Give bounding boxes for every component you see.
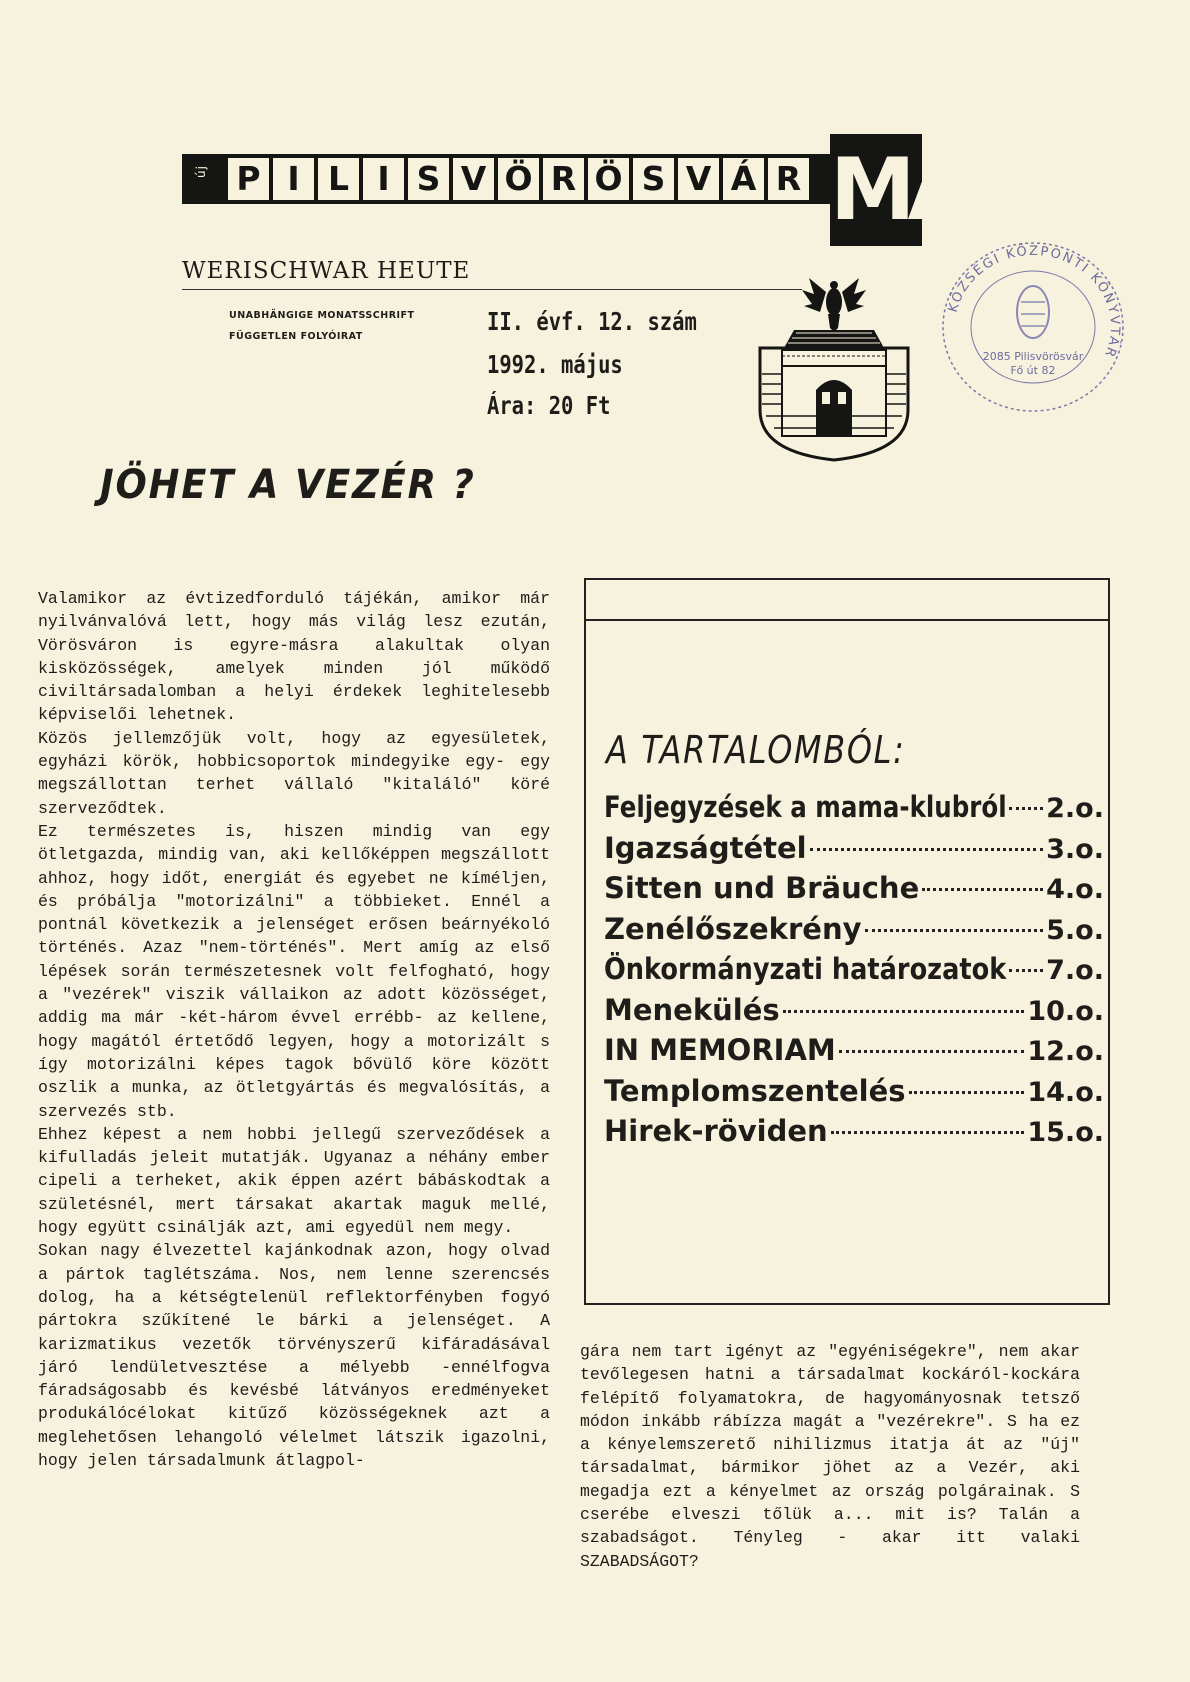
- toc-leader-dots: [909, 1091, 1025, 1094]
- toc-item: [604, 1114, 1104, 1155]
- toc-item-title: Hirek-röviden: [604, 1114, 828, 1148]
- library-stamp-icon: [933, 232, 1133, 422]
- issue-date: 1992. május: [487, 350, 623, 379]
- toc-item-title: Igazságtétel: [604, 830, 807, 865]
- toc-item-page: 7.o.: [1046, 955, 1104, 986]
- article-continuation: [580, 1340, 1080, 1573]
- toc-item: [604, 790, 1104, 831]
- tagline-hungarian: FÜGGETLEN FOLYÓIRAT: [229, 331, 363, 342]
- masthead-prefix: új: [194, 165, 208, 178]
- toc-item-title: Zenélőszekrény: [604, 911, 862, 946]
- toc-item-title: Önkormányzati határozatok: [604, 952, 1007, 986]
- toc-title: A TARTALOMBÓL:: [606, 728, 906, 772]
- masthead-letter: I: [273, 158, 314, 200]
- stamp-street: Fő út 82: [1010, 364, 1056, 377]
- toc-item: [604, 993, 1104, 1034]
- toc-item-page: 3.o.: [1046, 833, 1104, 865]
- masthead-subtitle: WERISCHWAR HEUTE: [182, 258, 471, 284]
- toc-item-title: Sitten und Bräuche: [604, 871, 920, 905]
- toc-item-page: 2.o.: [1046, 793, 1104, 824]
- article-paragraph: Ez természetes is, hiszen mindig van egy ötletgazda, mindig van, aki kellőképpen megszállott ahhoz, hogy időt, energiát és egyebet ne kíméljen, és próbálja "motorizálni" a többieket. Ennél a pontnál következik a jelenséget erősen beárnyékoló történés. Azaz "nem-történés". Mert amíg az első lépések során természetesnek volt felfogható, hogy a "vezérek" viszik vállaikon az adott közösséget, addig ma már -két-három évvel errébb- az kellene, hogy magától értetődő legyen, hogy a motorizált s így motorizálni képes tagok bővülő köre között oszlik a munka, az ötletgyártás és megvalósítás, a szervezés stb.: [38, 821, 550, 1121]
- toc-leader-dots: [865, 929, 1044, 932]
- toc-item: [604, 952, 1104, 993]
- stamp-ring-text: KÖZSÉGI KÖZPONTI KÖNYVTÁR: [945, 243, 1123, 361]
- toc-top-divider: [586, 619, 1108, 621]
- toc-item: [604, 831, 1104, 872]
- toc-item-title: IN MEMORIAM: [604, 1033, 836, 1067]
- stamp-address: 2085 Pilisvörösvár: [982, 350, 1084, 363]
- masthead-letter: R: [768, 158, 809, 200]
- toc-item-page: 14.o.: [1027, 1076, 1104, 1108]
- article-headline: JÖHET A VEZÉR ?: [100, 462, 476, 508]
- tagline-german: UNABHÄNGIGE MONATSSCHRIFT: [229, 310, 415, 321]
- masthead-letter: R: [543, 158, 584, 200]
- toc-item: [604, 912, 1104, 953]
- toc-item-page: 10.o.: [1027, 995, 1104, 1027]
- masthead-letter: V: [678, 158, 719, 200]
- article-paragraph: Sokan nagy élvezettel kajánkodnak azon, hogy olvad a pártok taglétszáma. Nos, nem lenne szerencsés dolog, ha a kétségtelenül reflektorfényben fogyó pártokra szűkítené le bárki a jelenséget. A karizmatikus vezetők törvényszerű kifáradásával járó lendületvesztése a mélyebb -ennélfogva fáradságosabb és kevésbé látványos eredményeket produkálócélokat kitűző közösségeknek azt a meglehetősen lehangoló vélelmet látszik igazolni, hogy jelen társadalmunk átlagpol-: [38, 1241, 550, 1470]
- masthead-letter: L: [318, 158, 359, 200]
- masthead-letter: S: [633, 158, 674, 200]
- coat-of-arms-icon: [754, 270, 914, 462]
- toc-leader-dots: [1009, 969, 1043, 972]
- toc-leader-dots: [839, 1050, 1025, 1053]
- toc-item-page: 12.o.: [1027, 1036, 1104, 1067]
- masthead-letter: V: [453, 158, 494, 200]
- masthead-letter: I: [363, 158, 404, 200]
- issue-volume: II. évf. 12. szám: [487, 307, 697, 336]
- masthead-title-letters: [228, 158, 809, 200]
- toc-leader-dots: [783, 1010, 1025, 1013]
- masthead-logo: [182, 134, 967, 246]
- continuation-paragraph: gára nem tart igényt az "egyéniségekre", nem akar tevőlegesen hatni a társadalmat kockáról-kockára felépítő folyamatokra, de hagyományosnak tetsző módon inkább rábízza magát a "vezérekre". S ha ez a kényelemszerető nihilizmus itatja át az "új" társadalmat, bármikor jöhet az a Vezér, aki megadja ezt a kényelmet az ország polgárainak. S cserébe elveszi tőlük a... mit is? Talán a szabadságot. Tényleg - akar itt valaki SZABADSÁGOT?: [580, 1342, 1080, 1571]
- toc-item-page: 5.o.: [1046, 914, 1104, 946]
- article-paragraph: Ehhez képest a nem hobbi jellegű szerveződések a kifulladás jeleit mutatják. Ugyanaz a néhány ember cipeli a terheket, akik éppen azért bábáskodtak a születésnél, mert társakat akartak maguk mellé, hogy együtt csinálják azt, ami egyedül nem megy.: [38, 1124, 550, 1238]
- toc-item-title: Templomszentelés: [604, 1073, 906, 1108]
- masthead-letter: Á: [723, 158, 764, 200]
- masthead-suffix: MA: [830, 134, 922, 246]
- toc-item-page: 15.o.: [1027, 1117, 1104, 1148]
- toc-item-title: Menekülés: [604, 992, 780, 1027]
- toc-leader-dots: [1009, 807, 1043, 810]
- masthead-divider: [182, 289, 802, 290]
- toc-leader-dots: [810, 848, 1044, 851]
- masthead-letter: Ö: [498, 158, 539, 200]
- masthead-letter: S: [408, 158, 449, 200]
- masthead-letter: Ö: [588, 158, 629, 200]
- table-of-contents: [584, 578, 1110, 1305]
- toc-item-page: 4.o.: [1046, 874, 1104, 905]
- toc-item: [604, 871, 1104, 912]
- toc-item: [604, 1074, 1104, 1115]
- toc-list: [604, 790, 1104, 1155]
- issue-price: Ára: 20 Ft: [487, 391, 611, 420]
- toc-leader-dots: [922, 888, 1043, 891]
- article-paragraph: Közös jellemzőjük volt, hogy az egyesületek, egyházi körök, hobbicsoportok mindegyike egy- egy megszállottan terhet vállaló "kitaláló" köré szerveződtek.: [38, 728, 550, 818]
- toc-item-title: Feljegyzések a mama-klubról: [604, 790, 1007, 824]
- article-body: [38, 587, 550, 1472]
- masthead-letter: P: [228, 158, 269, 200]
- toc-leader-dots: [831, 1131, 1025, 1134]
- toc-item: [604, 1033, 1104, 1074]
- article-paragraph: Valamikor az évtizedforduló tájékán, amikor már nyilvánvalóvá lett, hogy más világ lesz ezután, Vörösváron is egyre-másra alakultak olyan kisközösségek, amelyek minden jól működő civiltársadalomban a helyi érdekek leghitelesebb képviselői lehetnek.: [38, 589, 550, 725]
